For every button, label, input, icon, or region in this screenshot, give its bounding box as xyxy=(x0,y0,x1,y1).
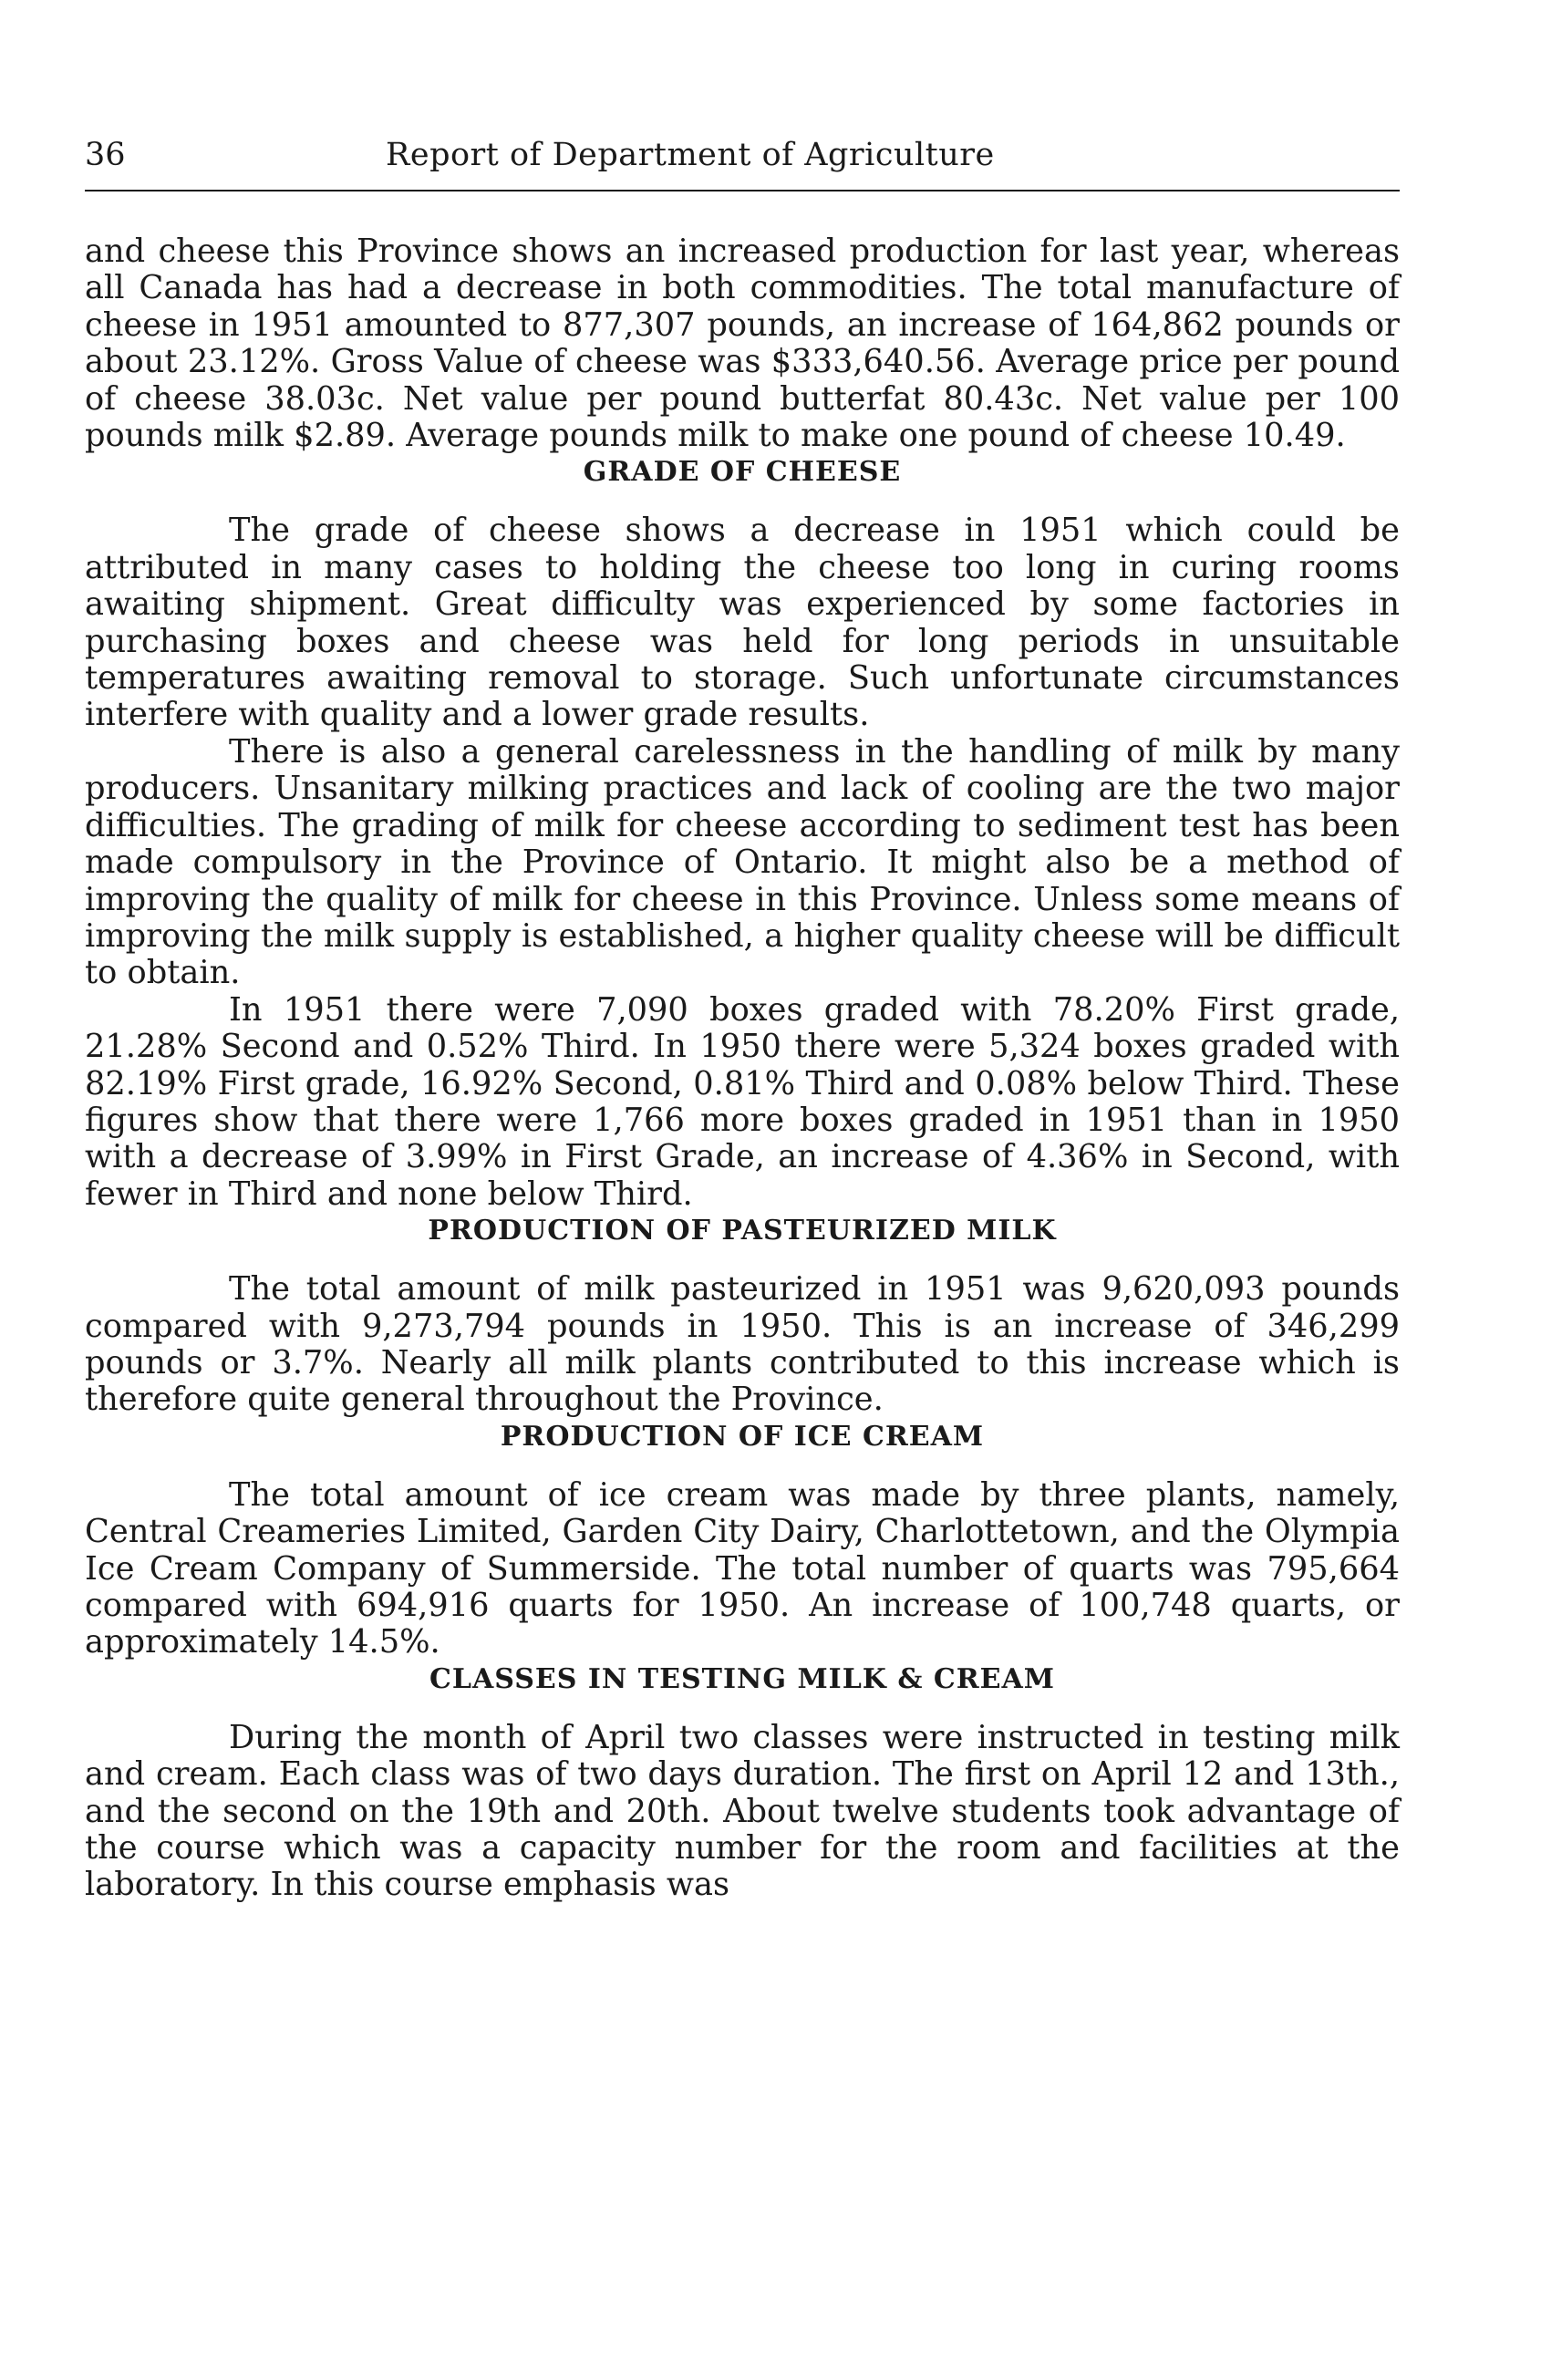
section-heading-testing-classes: CLASSES IN TESTING MILK & CREAM xyxy=(429,1662,1056,1695)
section-heading-ice-cream: PRODUCTION OF ICE CREAM xyxy=(500,1420,985,1453)
pasteurized-paragraph: The total amount of milk pasteurized in 1951 was 9,620,093 pounds compared with 9,273,794 pounds in 1950. This is an increase of 346,299 pounds or 3.7%. Nearly all milk plants contributed to this increase which is therefore quite general throughout the Province. xyxy=(85,1270,1400,1419)
running-header-title: Report of Department of Agriculture xyxy=(386,137,995,173)
page-body xyxy=(85,233,1400,1904)
classes-paragraph: During the month of April two classes were instructed in testing milk and cream. Each class was of two days duration. The first on April 12 and 13th., and the second on the 19th and 20th. About twelve students took advantage of the course which was a capacity number for the room and facilities at the laboratory. In this course emphasis was xyxy=(85,1718,1400,1904)
section-heading-grade-of-cheese: GRADE OF CHEESE xyxy=(583,456,902,489)
running-header xyxy=(85,137,1400,191)
grade-paragraph-1: The grade of cheese shows a decrease in 1951 which could be attributed in many cases to holding the cheese too long in curing rooms awaiting shipment. Great difficulty was experienced by some factories in purchasing boxes and cheese was held for long periods in unsuitable temperatures awaiting removal to storage. Such unfortunate circumstances interfere with quality and a lower grade results. xyxy=(85,512,1400,734)
page-number: 36 xyxy=(85,137,126,173)
grade-paragraph-3: In 1951 there were 7,090 boxes graded with 78.20% First grade, 21.28% Second and 0.52% Third. In 1950 there were 5,324 boxes graded with 82.19% First grade, 16.92% Second, 0.81% Third and 0.08% below Third. These figures show that there were 1,766 more boxes graded in 1951 than in 1950 with a decrease of 3.99% in First Grade, an increase of 4.36% in Second, with fewer in Third and none below Third. xyxy=(85,990,1400,1213)
intro-paragraph: and cheese this Province shows an increased production for last year, whereas all Canada has had a decrease in both commodities. The total manufacture of cheese in 1951 amounted to 877,307 pounds, an increase of 164,862 pounds or about 23.12%. Gross Value of cheese was $333,640.56. Average price per pound of cheese 38.03c. Net value per pound butterfat 80.43c. Net value per 100 pounds milk $2.89. Average pounds milk to make one pound of cheese 10.49. xyxy=(85,233,1400,455)
report-page xyxy=(85,137,1400,1904)
grade-paragraph-2: There is also a general carelessness in the handling of milk by many producers. Unsanitary milking practices and lack of cooling are the two major difficulties. The grading of milk for cheese according to sediment test has been made compulsory in the Province of Ontario. It might also be a method of improving the quality of milk for cheese in this Province. Unless some means of improving the milk supply is established, a higher quality cheese will be difficult to obtain. xyxy=(85,732,1400,992)
ice-cream-paragraph: The total amount of ice cream was made by three plants, namely, Central Creameries Limited, Garden City Dairy, Charlottetown, and the Olympia Ice Cream Company of Summerside. The total number of quarts was 795,664 compared with 694,916 quarts for 1950. An increase of 100,748 quarts, or approximately 14.5%. xyxy=(85,1475,1400,1661)
section-heading-pasteurized-milk: PRODUCTION OF PASTEURIZED MILK xyxy=(428,1215,1057,1247)
